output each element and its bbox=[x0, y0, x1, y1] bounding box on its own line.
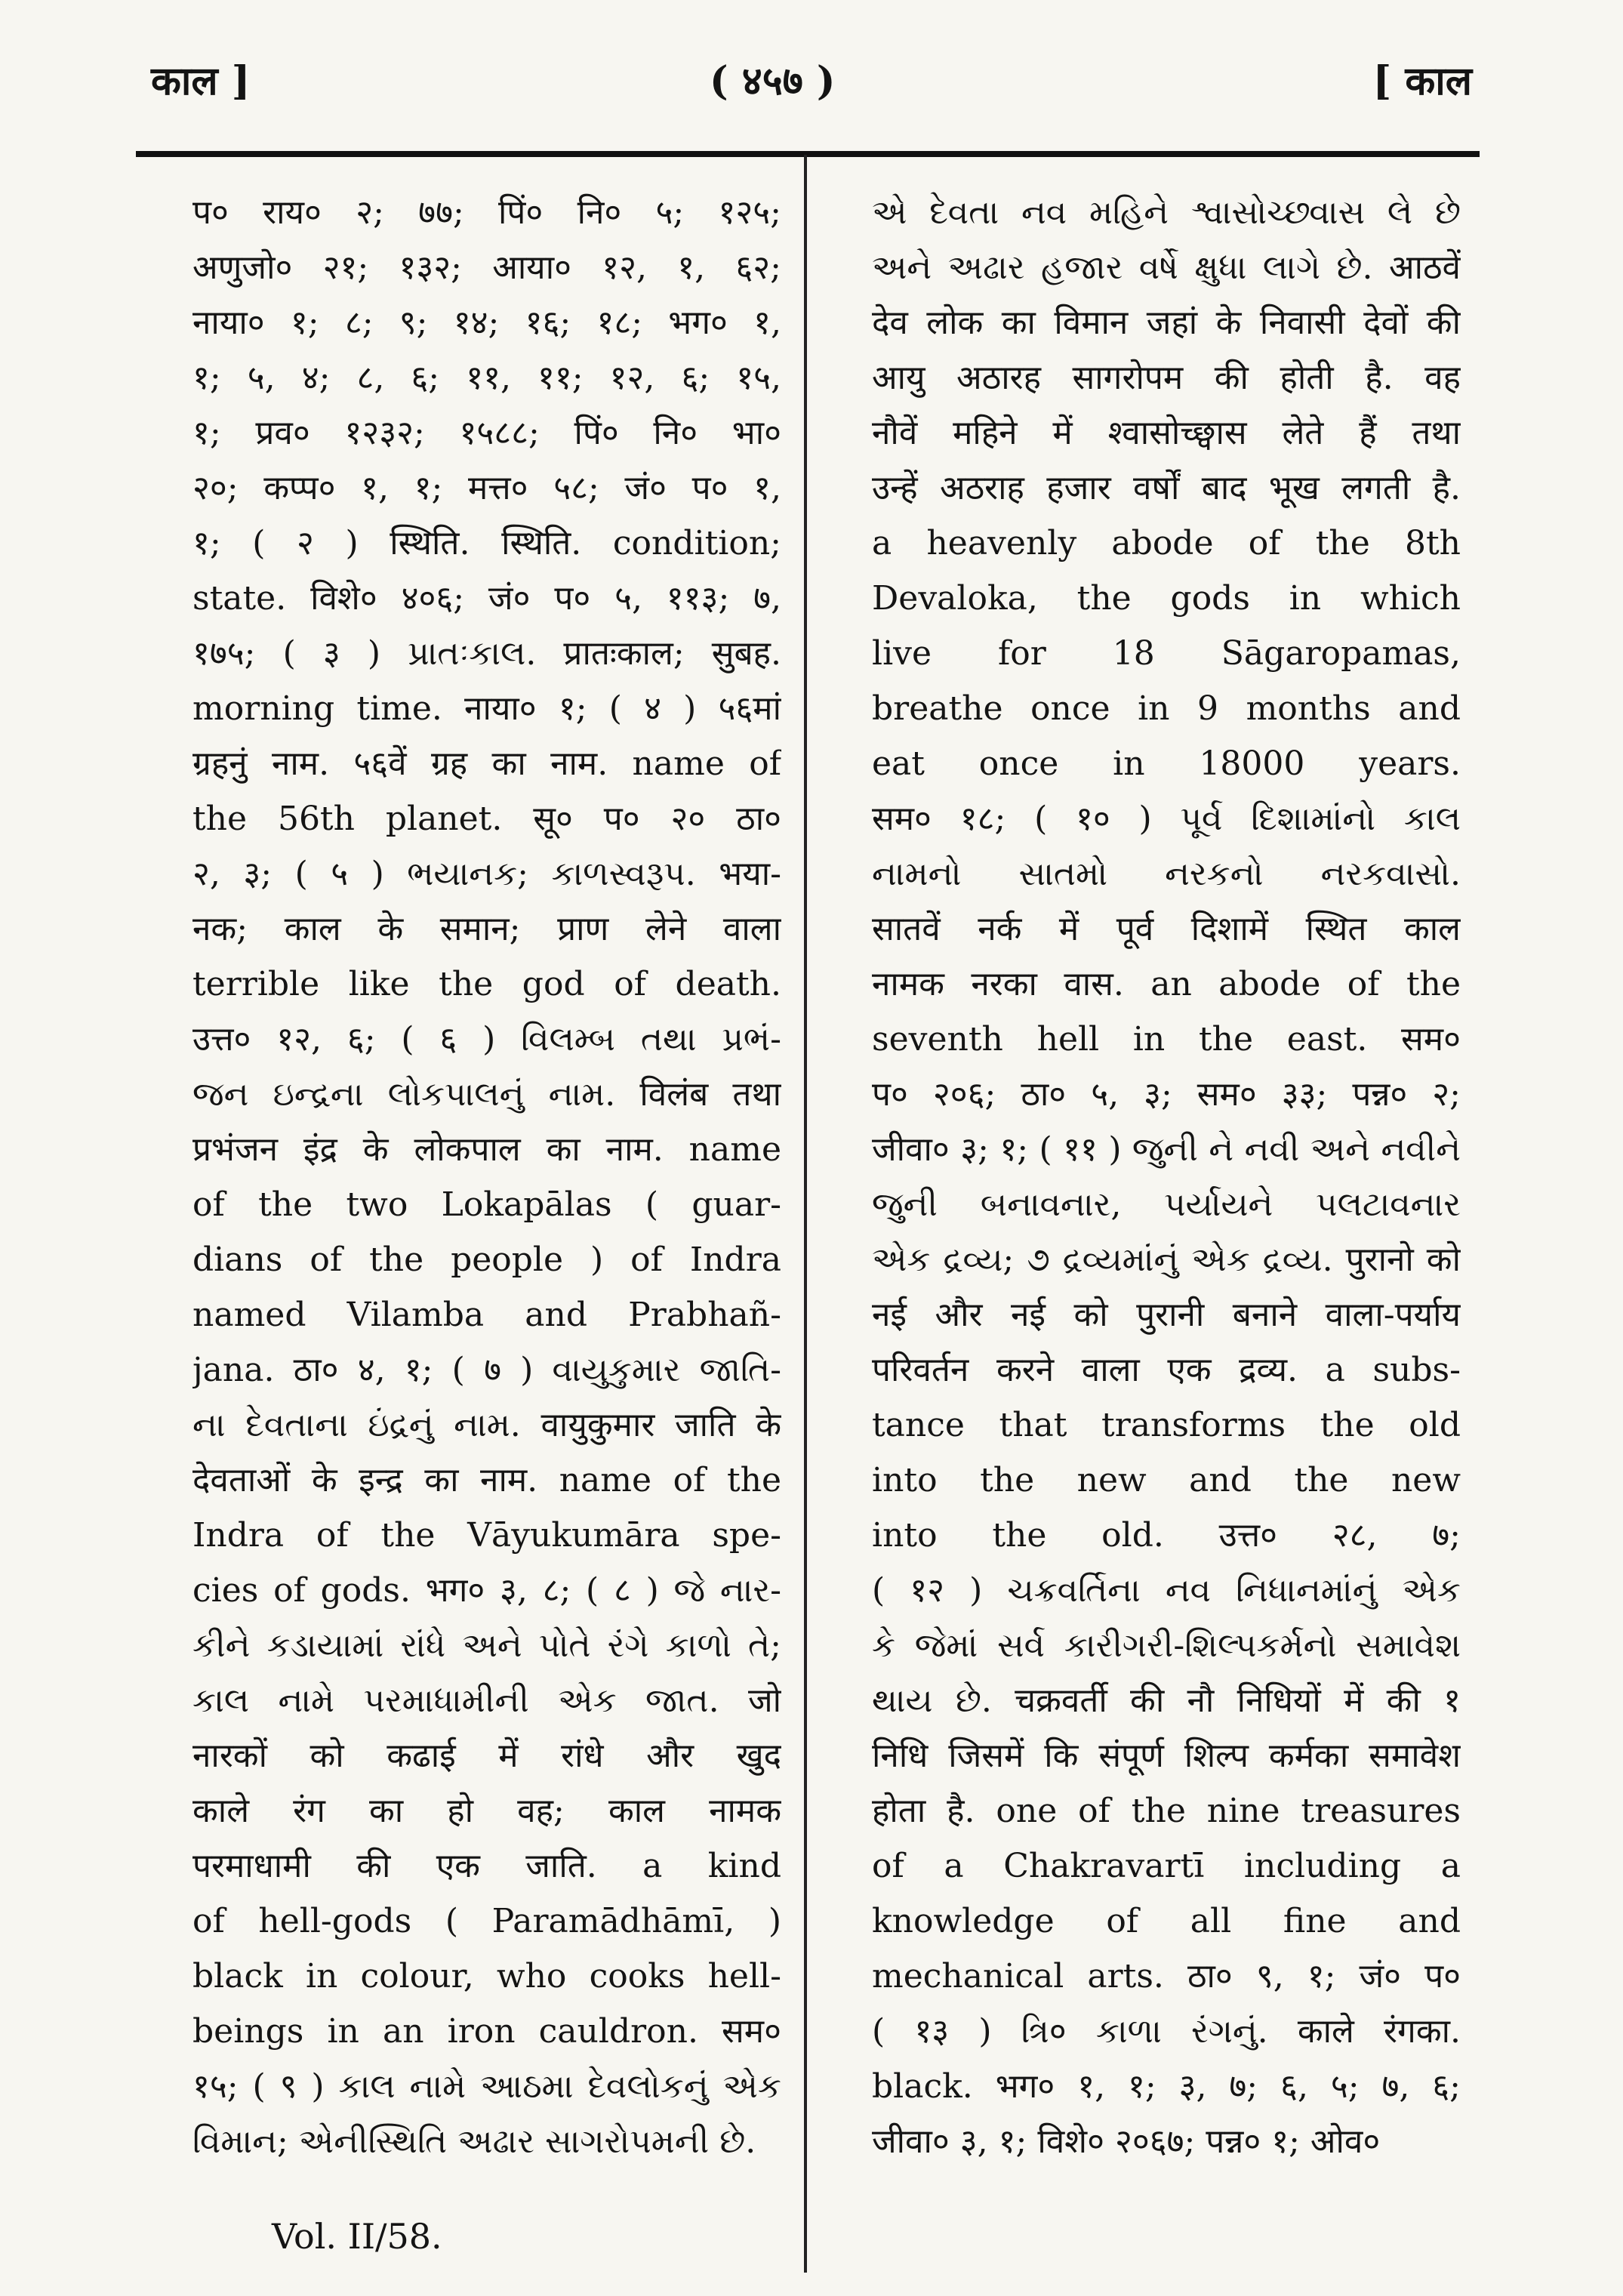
text-line: knowledge of all fine and bbox=[872, 1902, 1461, 1940]
text-line: mechanical arts. ठा० ९, १; जं० प० bbox=[872, 1957, 1461, 1996]
text-line: ( १२ ) ચક્રવર્તિના નવ નિધાનમાંનું એક bbox=[872, 1571, 1461, 1610]
text-line: into the new and the new bbox=[872, 1461, 1461, 1499]
text-line: अणुजो० २१; १३२; आया० १२, १, ६२; bbox=[192, 248, 781, 287]
text-line: उन्हें अठराह हजार वर्षों बाद भूख लगती है. bbox=[872, 469, 1461, 507]
text-line: १५; ( ९ ) કાલ નામે આઠમા દેવલોકનું એક bbox=[192, 2067, 781, 2106]
column-divider bbox=[804, 155, 807, 2273]
text-line: કીને કડાયામાં રાંધે અને પોતે રંગે કાળો તે; bbox=[192, 1626, 781, 1665]
text-line: परमाधामी की एक जाति. a kind bbox=[192, 1847, 781, 1885]
text-line: १; ५, ४; ८, ६; ११, ११; १२, ६; १५, bbox=[192, 359, 781, 397]
text-line: વિમાન; એનીસ્થિતિ અઢાર સાગરોપમની છે. bbox=[192, 2122, 756, 2161]
text-line: into the old. उत्त० २८, ७; bbox=[872, 1516, 1461, 1555]
left-column bbox=[192, 185, 781, 2169]
text-line: जीवा० ३; १; ( ११ ) જુની ને નવી અને નવીને bbox=[872, 1130, 1461, 1169]
header-right-headword: [ काल bbox=[1372, 58, 1472, 104]
text-line: १; प्रव० १२३२; १५८८; पिं० नि० भा० bbox=[192, 414, 781, 452]
text-line: प० राय० २; ७७; पिं० नि० ५; १२५; bbox=[192, 193, 781, 232]
text-line: ( १३ ) ત્રિ० કાળા રંગનું. काले रंगका. bbox=[872, 2012, 1461, 2051]
text-line: the 56th planet. सू० प० २० ठा० bbox=[192, 800, 781, 838]
text-line: आयु अठारह सागरोपम की होती है. वह bbox=[872, 359, 1461, 397]
text-line: કાલ નામે પરમાધામીની એક જાત. जो bbox=[192, 1681, 781, 1720]
text-line: देवताओं के इन्द्र का नाम. name of the bbox=[192, 1461, 781, 1499]
text-line: नामक नरका वास. an abode of the bbox=[872, 965, 1461, 1003]
text-line: cies of gods. भग० ३, ८; ( ८ ) જે નાર- bbox=[192, 1571, 781, 1610]
volume-footer: Vol. II/58. bbox=[272, 2216, 442, 2257]
text-line: morning time. नाया० १; ( ४ ) ५६मां bbox=[192, 689, 781, 728]
text-line: नाया० १; ८; ९; १४; १६; १८; भग० १, bbox=[192, 304, 781, 342]
text-line: ના દેવતાના ઇંદ્રનું નામ. वायुकुमार जाति के bbox=[192, 1406, 781, 1444]
text-line: jana. ठा० ४, १; ( ७ ) વાયુકુમાર જાતિ- bbox=[192, 1351, 781, 1389]
text-line: black. भग० १, १; ३, ७; ६, ५; ७, ६; bbox=[872, 2067, 1461, 2106]
text-line: सम० १८; ( १० ) પૂર્વ દિશામાંનો કાલ bbox=[872, 800, 1461, 838]
text-line: થાય છે. चक्रवर्ती की नौ निधियों में की १ bbox=[872, 1681, 1461, 1720]
text-line: black in colour, who cooks hell- bbox=[192, 1957, 781, 1996]
text-line: काले रंग का हो वह; काल नामक bbox=[192, 1792, 781, 1830]
text-line: breathe once in 9 months and bbox=[872, 689, 1461, 728]
text-line: १; ( २ ) स्थिति. स्थिति. condition; bbox=[192, 524, 781, 562]
text-line: seventh hell in the east. सम० bbox=[872, 1020, 1461, 1059]
text-line: કે જેમાં સર્વ કારીગરી-શિલ્પકર્મનો સમાવેશ bbox=[872, 1626, 1461, 1665]
text-line: જુની બનાવનાર, પર્યાયને પલટાવનાર bbox=[872, 1185, 1461, 1224]
text-line: named Vilamba and Prabhañ- bbox=[192, 1296, 781, 1334]
text-line: live for 18 Sāgaropamas, bbox=[872, 634, 1461, 673]
page-header bbox=[151, 53, 1472, 121]
text-line: प्रभंजन इंद्र के लोकपाल का नाम. name bbox=[192, 1130, 781, 1169]
text-line: नक; काल के समान; प्राण लेने वाला bbox=[192, 910, 781, 948]
text-line: होता है. one of the nine treasures bbox=[872, 1792, 1461, 1830]
header-left-headword: काल ] bbox=[151, 58, 251, 104]
text-line: देव लोक का विमान जहां के निवासी देवों की bbox=[872, 304, 1461, 342]
text-line: a heavenly abode of the 8th bbox=[872, 524, 1461, 562]
text-line: eat once in 18000 years. bbox=[872, 744, 1461, 783]
text-line: of hell-gods ( Paramādhāmī, ) bbox=[192, 1902, 781, 1940]
text-line: અને અઢાર હજાર વર્ષે ક્ષુધા લાગે છે. आठवें bbox=[872, 248, 1461, 287]
text-line: એક દ્રવ્ય; ૭ દ્રવ્યમાંનું એક દ્રવ્ય. पुरानो को bbox=[872, 1240, 1461, 1279]
text-line: dians of the people ) of Indra bbox=[192, 1240, 781, 1279]
header-rule bbox=[136, 151, 1480, 157]
text-line: tance that transforms the old bbox=[872, 1406, 1461, 1444]
text-line: Devaloka, the gods in which bbox=[872, 579, 1461, 618]
text-line: परिवर्तन करने वाला एक द्रव्य. a subs- bbox=[872, 1351, 1461, 1389]
text-line: सातवें नर्क में पूर्व दिशामें स्थित काल bbox=[872, 910, 1461, 948]
text-line: निधि जिसमें कि संपूर्ण शिल्प कर्मका समावेश bbox=[872, 1737, 1461, 1775]
text-line: जीवा० ३, १; विशे० २०६७; पन्न० १; ओव० bbox=[872, 2122, 1381, 2161]
text-line: beings in an iron cauldron. सम० bbox=[192, 2012, 781, 2051]
right-column bbox=[872, 185, 1461, 2169]
text-line: ग्रहनुं नाम. ५६वें ग्रह का नाम. name of bbox=[192, 744, 781, 783]
text-line: १७५; ( ३ ) પ્રાતઃકાલ. प्रातःकाल; सुबह. bbox=[192, 634, 781, 673]
text-line: नई और नई को पुरानी बनाने वाला-पर्याय bbox=[872, 1296, 1461, 1334]
text-line: જન ઇન્દ્રના લોકપાલનું નામ. विलंब तथा bbox=[192, 1075, 781, 1114]
text-line: नारकों को कढाई में रांधे और खुद bbox=[192, 1737, 781, 1775]
text-line: of a Chakravartī including a bbox=[872, 1847, 1461, 1885]
text-line: नौवें महिने में श्वासोच्छ्वास लेते हैं तथा bbox=[872, 414, 1461, 452]
text-line: state. विशे० ४०६; जं० प० ५, ११३; ७, bbox=[192, 579, 781, 618]
text-line: નામનો સાતમો નરકનો નરકવાસો. bbox=[872, 855, 1461, 893]
text-line: प० २०६; ठा० ५, ३; सम० ३३; पन्न० २; bbox=[872, 1075, 1461, 1114]
text-line: terrible like the god of death. bbox=[192, 965, 781, 1003]
text-line: of the two Lokapālas ( guar- bbox=[192, 1185, 781, 1224]
text-line: उत्त० १२, ६; ( ६ ) વિલમ્બ તથા પ્રભં- bbox=[192, 1020, 781, 1059]
page-number: ( ४५७ ) bbox=[710, 58, 836, 104]
text-line: २, ३; ( ५ ) ભયાનક; કાળસ્વરૂપ. भया- bbox=[192, 855, 781, 893]
text-line: Indra of the Vāyukumāra spe- bbox=[192, 1516, 781, 1555]
text-line: એ દેવતા નવ મહિને શ્વાસોચ્છ્વાસ લે છે bbox=[872, 193, 1461, 232]
text-line: २०; कप्प० १, १; मत्त० ५८; जं० प० १, bbox=[192, 469, 781, 507]
